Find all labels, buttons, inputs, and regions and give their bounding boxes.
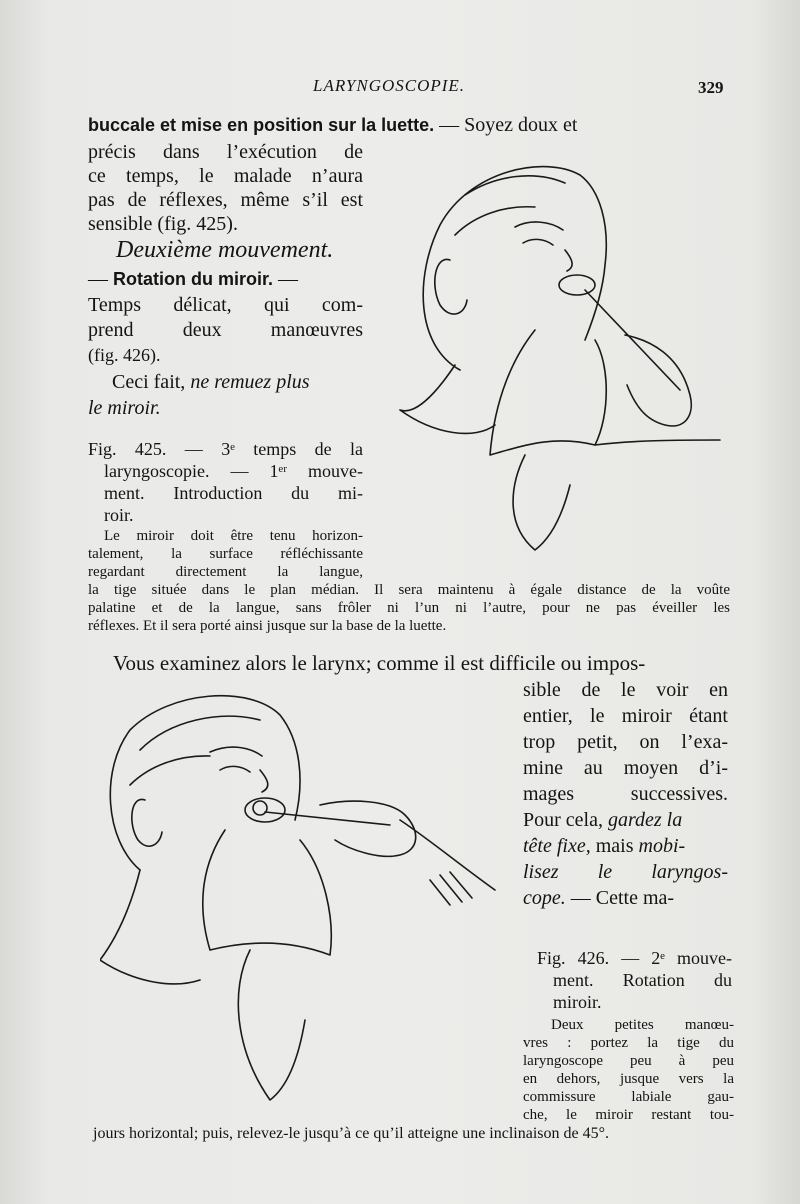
- nose: [565, 250, 572, 271]
- figure-note-line: che, le miroir restant tou-: [523, 1107, 734, 1123]
- figure-note-line: la tige située dans le plan médian. Il sera maintenu à égale distance de la voûte: [88, 582, 730, 598]
- italic-run: cope.: [523, 887, 566, 909]
- paragraph-line: [523, 885, 674, 912]
- head-outline: [423, 167, 606, 370]
- text-run: — Soyez doux et: [439, 114, 578, 136]
- italic-run: ne remuez plus: [190, 371, 310, 393]
- paragraph-line: Vous examinez alors le larynx; comme il est difficile ou impos-: [113, 651, 646, 675]
- italic-run: tête fixe,: [523, 835, 591, 857]
- paragraph-line: mages successives.: [523, 783, 728, 805]
- forearm: [400, 820, 495, 890]
- collar: [400, 365, 495, 433]
- italic-run: gardez la: [607, 809, 683, 831]
- bold-phrase: buccale et mise en position sur la luette.: [88, 115, 435, 135]
- paragraph-line: [88, 112, 577, 139]
- cloth: [203, 830, 331, 955]
- paragraph-line: mine au moyen d’i-: [523, 757, 728, 779]
- open-mouth: [559, 275, 595, 295]
- figure-note-line: talement, la surface réfléchissante: [88, 546, 363, 562]
- paragraph-line: ce temps, le malade n’aura: [88, 165, 363, 187]
- paragraph-line: [523, 833, 685, 860]
- italic-run: mobi-: [638, 835, 686, 857]
- paragraph-line: précis dans l’exécution de: [88, 141, 363, 163]
- figure-note-line: commissure labiale gau-: [523, 1089, 734, 1105]
- shoulder-line: [595, 440, 720, 445]
- figure-note-line: Deux petites manœu-: [551, 1017, 734, 1033]
- figure-note-line: palatine et de la langue, sans frôler ni l’un ni l’autre, pour ne pas éveiller les: [88, 600, 730, 616]
- figure-caption-line: Fig. 426. — 2ᵉ mouve-: [537, 948, 732, 968]
- paragraph-line: prend deux manœuvres: [88, 319, 363, 341]
- open-mouth: [245, 798, 285, 822]
- figure-note-line: vres : portez la tige du: [523, 1035, 734, 1051]
- brow: [210, 747, 262, 756]
- figure-note-line: Le miroir doit être tenu horizon-: [104, 528, 363, 544]
- cloth: [490, 330, 606, 455]
- head-outline: [110, 696, 300, 870]
- hatching: [430, 872, 472, 905]
- bold-subheading: Rotation du miroir.: [113, 269, 273, 289]
- figure-note-line: en dehors, jusque vers la: [523, 1071, 734, 1087]
- paragraph-line: sensible (fig. 425).: [88, 213, 238, 235]
- figure-caption-line: laryngoscopie. — 1ᵉʳ mouve-: [104, 461, 363, 481]
- eye: [220, 766, 250, 772]
- page-number: 329: [698, 78, 724, 97]
- figure-note-line: regardant directement la langue,: [88, 564, 363, 580]
- figure-note-line: réflexes. Et il sera porté ainsi jusque sur la base de la luette.: [88, 618, 447, 634]
- figure-caption-line: ment. Introduction du mi-: [104, 483, 363, 503]
- patient-mirror-rotation-drawing-icon: [100, 690, 500, 1105]
- text-run: Pour cela,: [523, 809, 603, 831]
- paragraph-line: trop petit, on l’exa-: [523, 731, 728, 753]
- paragraph-line: sible de le voir en: [523, 679, 728, 701]
- mirror-stem: [265, 812, 390, 825]
- paragraph-line: pas de réflexes, même s’il est: [88, 189, 363, 211]
- paragraph-line: [112, 369, 310, 396]
- ear: [435, 259, 467, 314]
- paragraph-line: lisez le laryngos-: [523, 861, 728, 883]
- paragraph-line: [523, 807, 682, 834]
- paragraph-line: entier, le miroir étant: [523, 705, 728, 727]
- dash: —: [278, 268, 298, 290]
- hair-lines: [455, 176, 565, 235]
- text-run: Ceci fait,: [112, 371, 186, 393]
- hair-lines: [130, 716, 260, 785]
- figure-caption-line: roir.: [104, 505, 134, 525]
- mirror: [253, 801, 267, 815]
- mirror-stem: [585, 290, 680, 390]
- paragraph-line: le miroir.: [88, 397, 161, 419]
- brow: [515, 222, 563, 230]
- nose: [260, 770, 268, 792]
- running-title: LARYNGOSCOPIE.: [313, 76, 466, 95]
- text-run: — Cette ma-: [570, 887, 675, 909]
- hand: [320, 801, 416, 856]
- figure-caption-line: ment. Rotation du: [553, 970, 732, 990]
- paragraph-line: (fig. 426).: [88, 345, 161, 365]
- subheading-line: [88, 266, 298, 293]
- hand: [625, 335, 691, 426]
- figure-caption-line: miroir.: [553, 992, 602, 1012]
- figure-note-last-line: jours horizontal; puis, relevez-le jusqu’à ce qu’il atteigne une inclinaison de 45°.: [93, 1125, 610, 1142]
- paragraph-line: Temps délicat, qui com-: [88, 294, 363, 316]
- ear: [132, 799, 162, 846]
- dash: —: [88, 268, 108, 290]
- patient-hand: [238, 950, 305, 1100]
- text-run: mais: [595, 835, 634, 857]
- patient-mirror-introduction-drawing-icon: [395, 155, 725, 560]
- patient-hand: [513, 455, 570, 550]
- eye: [523, 239, 553, 245]
- collar: [100, 870, 200, 984]
- section-heading: Deuxième mouvement.: [116, 237, 334, 263]
- figure-caption-line: Fig. 425. — 3ᵉ temps de la: [88, 439, 363, 459]
- figure-note-line: laryngoscope peu à peu: [523, 1053, 734, 1069]
